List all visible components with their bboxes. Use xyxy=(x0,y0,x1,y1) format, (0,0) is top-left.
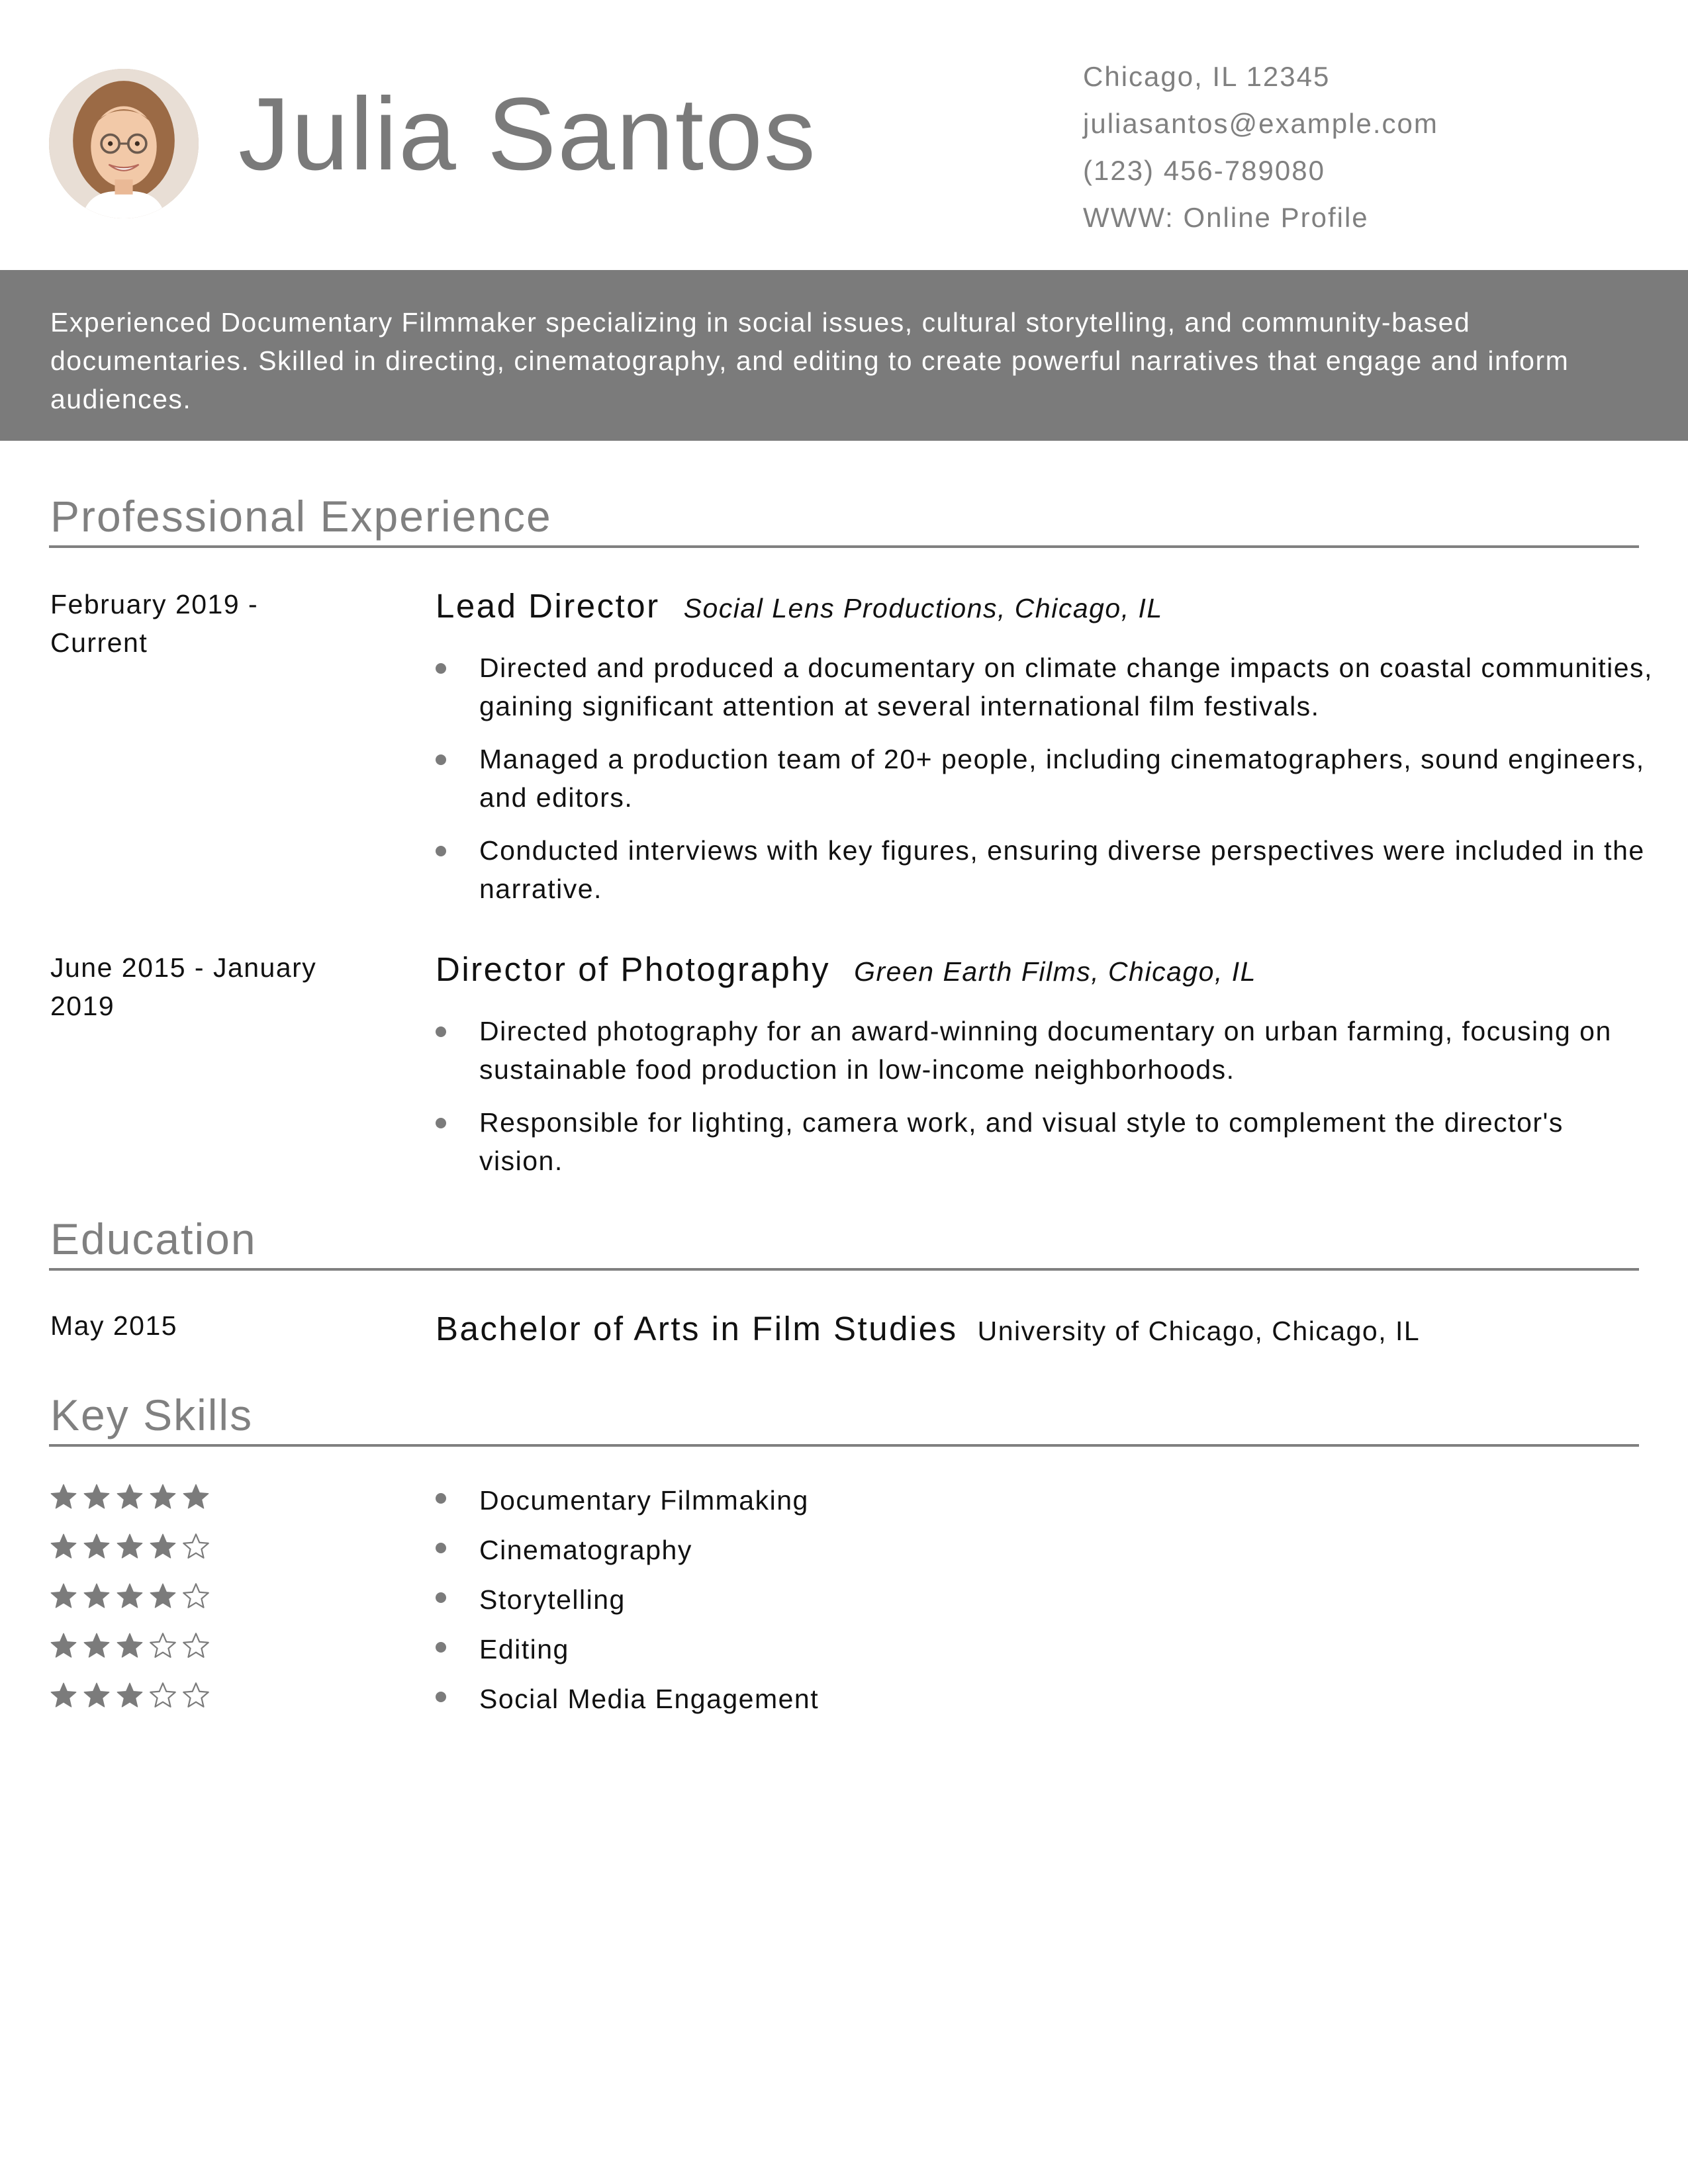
education-school: University of Chicago, Chicago, IL xyxy=(977,1316,1421,1346)
star-empty-icon xyxy=(148,1681,177,1710)
summary-banner: Experienced Documentary Filmmaker specializing in social issues, cultural storytelling, and community-based documentaries. Skilled in directing, cinematography, and editing to create powerful narratives that engage and inform audiences. xyxy=(0,270,1688,441)
star-filled-icon xyxy=(181,1482,211,1512)
skills-section-title: Key Skills xyxy=(50,1390,254,1439)
avatar-portrait-icon xyxy=(49,69,199,218)
list-item: Managed a production team of 20+ people, including cinematographers, sound engineers, and editors. xyxy=(436,740,1654,817)
star-empty-icon xyxy=(181,1681,211,1710)
education-entry xyxy=(436,1309,1420,1348)
star-empty-icon xyxy=(181,1532,211,1561)
skill-item: Editing xyxy=(436,1630,819,1680)
list-item: Conducted interviews with key figures, ensuring diverse perspectives were included in the narrative. xyxy=(436,831,1654,908)
contact-website[interactable]: WWW: Online Profile xyxy=(1083,202,1369,233)
skill-item: Cinematography xyxy=(436,1531,819,1580)
job-header xyxy=(436,950,1256,989)
star-filled-icon xyxy=(115,1631,144,1661)
education-section-title: Education xyxy=(50,1214,257,1263)
job-title: Lead Director xyxy=(436,587,660,625)
star-filled-icon xyxy=(82,1532,111,1561)
skill-ratings xyxy=(49,1482,214,1731)
list-item: Directed and produced a documentary on climate change impacts on coastal communities, gaining significant attention at several international film festivals. xyxy=(436,649,1654,725)
job-header xyxy=(436,586,1163,625)
list-item: Responsible for lighting, camera work, and visual style to complement the director's vision. xyxy=(436,1103,1654,1180)
education-divider xyxy=(49,1268,1639,1271)
contact-email[interactable]: juliasantos@example.com xyxy=(1083,108,1438,139)
star-filled-icon xyxy=(148,1482,177,1512)
job-dates: June 2015 - January 2019 xyxy=(50,952,317,1021)
skill-rating-row xyxy=(49,1631,214,1681)
star-filled-icon xyxy=(82,1582,111,1611)
star-filled-icon xyxy=(49,1482,78,1512)
star-filled-icon xyxy=(148,1582,177,1611)
list-item: Directed photography for an award-winning documentary on urban farming, focusing on sustainable food production in low-income neighborhoods. xyxy=(436,1012,1654,1089)
experience-section-title: Professional Experience xyxy=(50,492,552,541)
skill-item: Documentary Filmmaking xyxy=(436,1481,819,1531)
skill-rating-row xyxy=(49,1681,214,1731)
contact-phone: (123) 456-789080 xyxy=(1083,155,1325,186)
star-filled-icon xyxy=(115,1681,144,1710)
star-filled-icon xyxy=(49,1532,78,1561)
star-filled-icon xyxy=(49,1631,78,1661)
education-date: May 2015 xyxy=(50,1310,178,1341)
star-empty-icon xyxy=(181,1582,211,1611)
skill-rating-row xyxy=(49,1582,214,1631)
candidate-name: Julia Santos xyxy=(238,77,817,192)
star-empty-icon xyxy=(148,1631,177,1661)
job-bullets xyxy=(436,649,1654,923)
contact-info xyxy=(1083,53,1438,241)
star-filled-icon xyxy=(82,1482,111,1512)
star-filled-icon xyxy=(115,1532,144,1561)
star-filled-icon xyxy=(115,1582,144,1611)
star-filled-icon xyxy=(82,1631,111,1661)
job-bullets xyxy=(436,1012,1654,1195)
skill-item: Social Media Engagement xyxy=(436,1680,819,1729)
education-degree: Bachelor of Arts in Film Studies xyxy=(436,1310,958,1347)
skill-rating-row xyxy=(49,1482,214,1532)
job-title: Director of Photography xyxy=(436,950,831,988)
profile-photo xyxy=(49,69,199,218)
experience-divider xyxy=(49,545,1639,548)
star-filled-icon xyxy=(49,1582,78,1611)
contact-location: Chicago, IL 12345 xyxy=(1083,61,1331,92)
star-filled-icon xyxy=(49,1681,78,1710)
skills-list xyxy=(436,1481,819,1729)
skills-divider xyxy=(49,1444,1639,1447)
star-filled-icon xyxy=(82,1681,111,1710)
job-dates: February 2019 - Current xyxy=(50,589,259,658)
star-empty-icon xyxy=(181,1631,211,1661)
star-filled-icon xyxy=(115,1482,144,1512)
resume-header xyxy=(0,0,1688,270)
star-filled-icon xyxy=(148,1532,177,1561)
job-company: Green Earth Films, Chicago, IL xyxy=(854,956,1256,987)
skill-item: Storytelling xyxy=(436,1580,819,1630)
job-company: Social Lens Productions, Chicago, IL xyxy=(683,593,1163,623)
skill-rating-row xyxy=(49,1532,214,1582)
